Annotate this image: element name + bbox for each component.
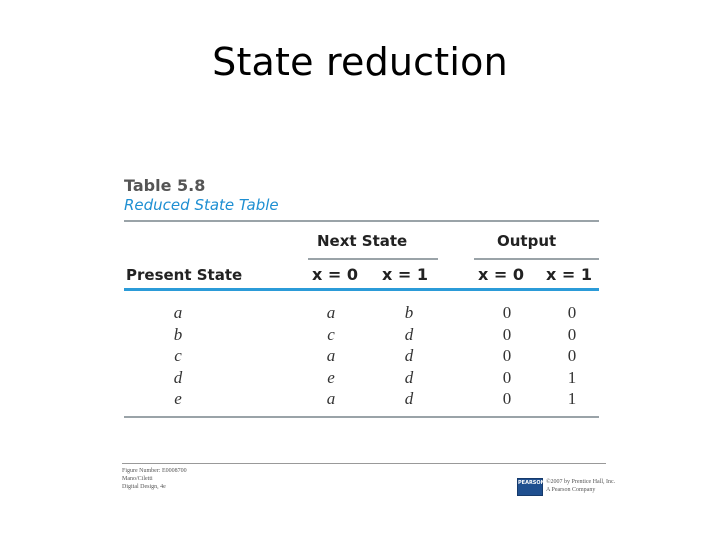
header-present-state: Present State <box>126 266 243 284</box>
footer-line: Figure Number: E0008700 <box>122 468 187 474</box>
table-cell-present: b <box>173 324 183 344</box>
table-cell-out-x0: 0 <box>502 367 512 387</box>
table-cell-next-x0: c <box>327 324 335 344</box>
header-next-x0: x = 0 <box>312 265 358 284</box>
header-next-state: Next State <box>317 232 408 250</box>
header-output: Output <box>497 232 557 250</box>
table-cell-present: c <box>174 346 182 365</box>
table-label: Table 5.8 <box>124 176 206 195</box>
slide-title: State reduction <box>212 40 508 84</box>
table-cell-out-x0: 0 <box>502 324 512 344</box>
table-bottom-rule <box>124 416 599 418</box>
table-cell-out-x1: 0 <box>567 303 577 322</box>
table-cell-next-x1: b <box>404 303 414 322</box>
table-cell-present: e <box>174 389 182 408</box>
table-cell-out-x0: 0 <box>502 389 512 408</box>
footer-line: Mano/Ciletti <box>122 476 153 482</box>
header-next-x1: x = 1 <box>382 265 428 284</box>
table-cell-next-x1: d <box>404 389 414 408</box>
table-cell-next-x1: d <box>404 324 414 344</box>
table-cell-out-x1: 0 <box>567 324 577 344</box>
table-cell-next-x1: d <box>404 367 414 387</box>
table-cell-next-x0: a <box>326 303 336 322</box>
table-cell-out-x1: 1 <box>567 389 577 408</box>
footer-credit <box>122 467 187 491</box>
header-thick-rule <box>124 288 599 291</box>
table-cell-out-x1: 1 <box>567 367 577 387</box>
footer-line: Digital Design, 4e <box>122 484 166 490</box>
next-state-underline <box>308 258 438 260</box>
table-cell-out-x1: 0 <box>567 346 577 365</box>
table-cell-next-x0: e <box>327 367 335 387</box>
table-top-rule <box>124 220 599 222</box>
table-cell-next-x0: a <box>326 346 336 365</box>
table-cell-out-x0: 0 <box>502 346 512 365</box>
output-underline <box>474 258 599 260</box>
table-cell-out-x0: 0 <box>502 303 512 322</box>
table-cell-present: a <box>173 303 183 322</box>
table-cell-next-x1: d <box>404 346 414 365</box>
table-cell-next-x0: a <box>326 389 336 408</box>
footer-line: ©2007 by Prentice Hall, Inc. <box>546 479 616 485</box>
footer-rule <box>122 463 606 464</box>
header-output-x0: x = 0 <box>478 265 524 284</box>
table-cell-present: d <box>173 367 183 387</box>
footer-line: A Pearson Company <box>546 487 596 493</box>
footer-copyright <box>546 478 615 494</box>
table-title: Reduced State Table <box>124 196 279 214</box>
header-output-x1: x = 1 <box>546 265 592 284</box>
publisher-logo: PEARSON <box>517 478 543 496</box>
